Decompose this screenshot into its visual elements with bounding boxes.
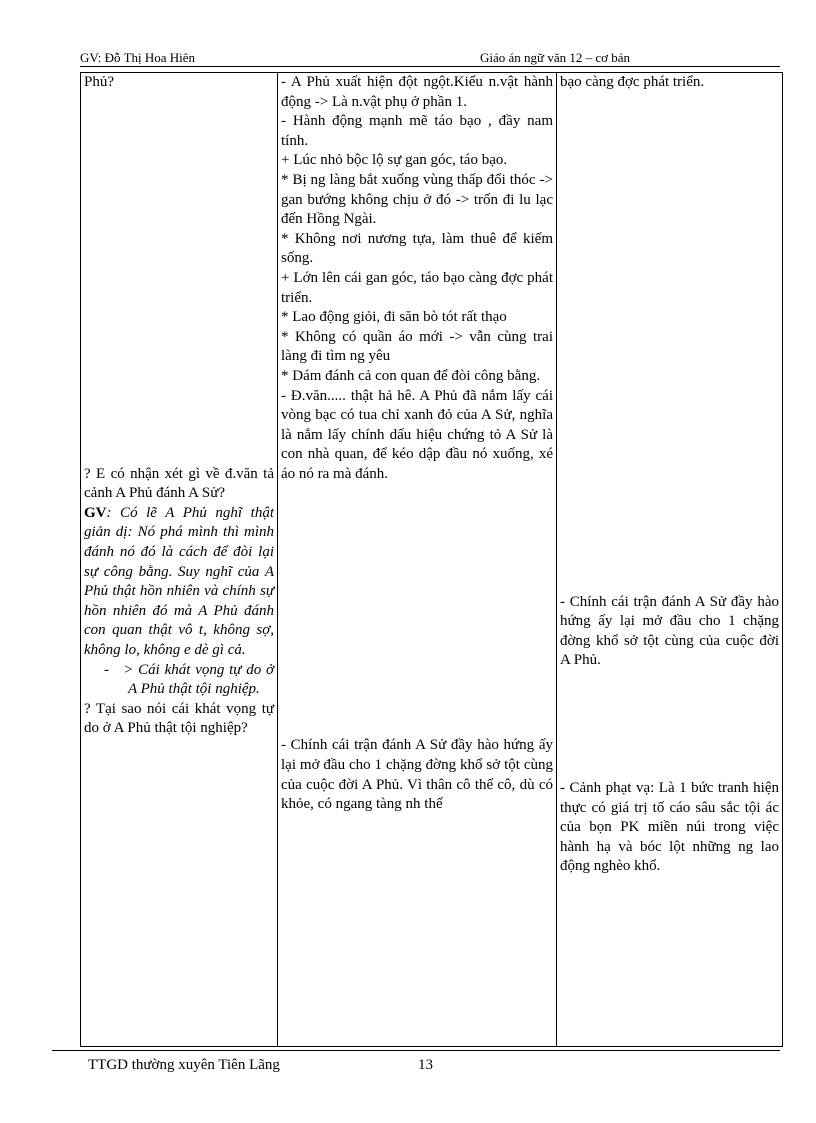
content-line: * Lao động giỏi, đi săn bò tót rất thạo [281,309,507,326]
content-line: - A Phủ xuất hiện đột ngột.Kiểu n.vật hành động -> Là n.vật phụ ở phần 1. [281,74,553,110]
conclusion-dash: - [104,661,109,678]
question-text: ? E có nhận xét gì về đ.văn tả cảnh A Phủ đánh A Sử? [84,465,274,502]
content-line: + Lớn lên cái gan góc, táo bạo càng đợc phát triển. [281,269,553,306]
conclusion-text: > Cái khát vọng tự do ở A Phủ thật tội nghiệp. [123,661,275,698]
summary-cell [557,73,783,1047]
footer-center-name: TTGD thường xuyên Tiên Lãng [88,1057,280,1073]
header-rule [80,66,780,67]
page-header [80,50,780,66]
footer-rule [52,1050,780,1051]
table-row [81,73,783,1047]
question-text: ? Tại sao nói cái khát vọng tự do ở A Phủ thật tội nghiệp? [84,700,274,737]
content-line: * Không có quần áo mới -> vẫn cùng trai làng đi tìm ng yêu [281,328,553,365]
content-line: + Lúc nhỏ bộc lộ sự gan góc, táo bạo. [281,152,508,169]
summary-line: - Chính cái trận đánh A Sử đầy hào hứng ấy lại mở đầu cho 1 chặng đờng khổ sở tột cùng của cuộc đời A Phủ. [560,593,779,669]
content-line: * Không nơi nương tựa, làm thuê để kiếm sống. [281,230,553,267]
header-subject: Giáo án ngữ văn 12 – cơ bản [480,50,631,65]
content-line: - Đ.văn..... thật hả hê. A Phủ đã nắm lấy cái vòng bạc có tua chỉ xanh đỏ của A Sử, nghĩa là nắm lấy chính dấu hiệu chứng tỏ A Sử là con nhà quan, để kéo dập đầu nó xuống, xé áo nó ra mà đánh. [281,387,553,482]
content-line: - Chính cái trận đánh A Sử đầy hào hứng ấy lại mở đầu cho 1 chặng đờng khổ sở tột cùng của cuộc đời A Phủ. Vì thân cô thế cô, dù có khỏe, có ngang tàng nh thế [281,737,553,813]
conclusion-note [84,661,274,700]
content-line: * Bị ng làng bắt xuống vùng thấp đổi thóc -> gan bướng không chịu ở đó -> trốn đi lu lạc đến Hồng Ngài. [281,171,553,228]
summary-line: - Cảnh phạt vạ: Là 1 bức tranh hiện thực có giá trị tố cáo sâu sắc tội ác của bọn PK miền núi trong việc hành hạ và bóc lột những ng lao động nghèo khổ. [560,779,779,875]
gv-label: GV [84,504,107,521]
page-number: 13 [418,1057,433,1073]
summary-line: bạo càng đợc phát triển. [560,74,705,90]
header-teacher: GV: Đỗ Thị Hoa Hiên [80,50,196,65]
question-text: Phủ? [84,74,114,90]
content-line: - Hành động mạnh mẽ táo bạo , đầy nam tính. [281,113,553,149]
teacher-note [84,504,274,661]
teacher-questions-cell [81,73,278,1047]
gv-note-text: : Có lẽ A Phủ nghĩ thật giản dị: Nó phá mình thì mình đánh nó đó là cách để đòi lại sự công bằng. Suy nghĩ của A Phủ thật hồn nhiên và chính sự hồn nhiên đó mà A Phủ đánh con quan thật vô t, không sợ, không lo, không e dè gì cả. [84,504,274,658]
content-cell [278,73,557,1047]
content-line: * Dám đánh cả con quan để đòi công bằng. [281,367,541,384]
lesson-table [80,72,783,1047]
